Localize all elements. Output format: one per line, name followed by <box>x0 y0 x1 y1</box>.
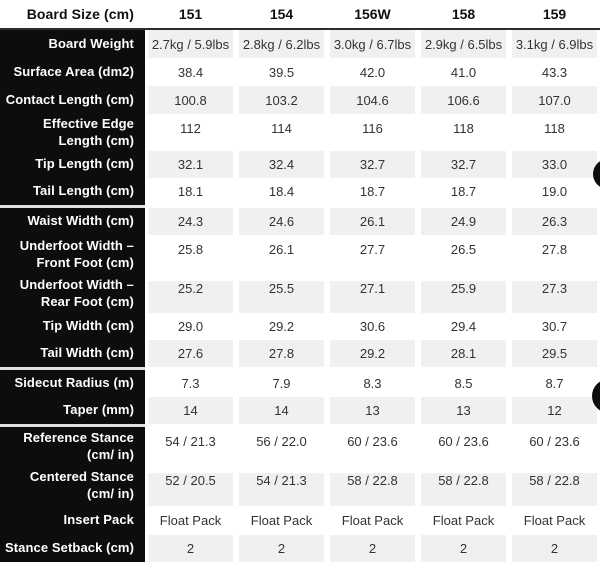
spec-row-tip-length-cm <box>0 151 600 178</box>
value-cell: 104.6 <box>327 86 418 114</box>
value-cell: 12 <box>509 397 600 424</box>
value-cell: 43.3 <box>541 64 568 80</box>
value-cell: 27.6 <box>145 340 236 367</box>
value-cell: 54 / 21.3 <box>236 466 327 506</box>
value-cell: 29.4 <box>450 319 477 334</box>
value-cell: 30.6 <box>359 319 386 334</box>
spec-row-label: Tip Width (cm) <box>0 313 145 340</box>
value-cell: 27.8 <box>541 242 568 257</box>
value-cell: 29.5 <box>509 340 600 367</box>
spec-row-label: Waist Width (cm) <box>0 208 145 235</box>
spec-row-centered-stance-cm-in <box>0 466 600 506</box>
value-cell: 29.0 <box>177 319 204 334</box>
value-cell: 3.0kg / 6.7lbs <box>327 30 418 58</box>
value-cell: 13 <box>418 397 509 424</box>
value-cell: Float Pack <box>159 513 222 528</box>
value-cell: Float Pack <box>250 513 313 528</box>
value-cell: 29.2 <box>268 319 295 334</box>
spec-row-label: Tail Width (cm) <box>0 340 145 367</box>
value-cell: 7.9 <box>272 376 291 391</box>
value-cell: 58 / 22.8 <box>327 466 418 506</box>
spec-row-label: Insert Pack <box>0 506 145 535</box>
value-cell: 32.7 <box>327 151 418 178</box>
value-cell: 60 / 23.6 <box>438 434 489 449</box>
value-cell: 114 <box>271 121 292 136</box>
value-cell: 58 / 22.8 <box>418 466 509 506</box>
value-cell: 118 <box>544 121 565 136</box>
spec-row-contact-length-cm <box>0 86 600 114</box>
spec-row-label: Tail Length (cm) <box>0 178 145 205</box>
value-cell: 100.8 <box>145 86 236 114</box>
value-cell: 27.3 <box>509 274 600 313</box>
spec-row-sidecut-radius-m <box>0 370 600 397</box>
spec-row-label: Tip Length (cm) <box>0 151 145 178</box>
value-cell: 2.8kg / 6.2lbs <box>236 30 327 58</box>
size-column-header-158: 158 <box>451 6 476 22</box>
value-cell: 19.0 <box>541 184 568 199</box>
value-cell: 103.2 <box>236 86 327 114</box>
value-cell: 27.7 <box>359 242 386 257</box>
value-cell: 107.0 <box>509 86 600 114</box>
value-cell: 52 / 20.5 <box>145 466 236 506</box>
value-cell: 18.7 <box>450 184 477 199</box>
value-cell: 56 / 22.0 <box>256 434 307 449</box>
spec-row-label: Sidecut Radius (m) <box>0 370 145 397</box>
spec-row-label: Underfoot Width – Rear Foot (cm) <box>0 274 145 313</box>
value-cell: Float Pack <box>432 513 495 528</box>
value-cell: 2 <box>509 535 600 562</box>
size-column-header-159: 159 <box>542 6 567 22</box>
spec-row-tip-width-cm <box>0 313 600 340</box>
spec-row-label: Stance Setback (cm) <box>0 535 145 562</box>
board-size-header-label: Board Size (cm) <box>26 6 134 22</box>
spec-row-tail-length-cm <box>0 178 600 205</box>
value-cell: 41.0 <box>450 64 477 80</box>
value-cell: 25.5 <box>236 274 327 313</box>
spec-row-underfoot-width-rear-foot-cm <box>0 274 600 313</box>
value-cell: Float Pack <box>341 513 404 528</box>
spec-row-underfoot-width-front-foot-cm <box>0 235 600 274</box>
value-cell: 26.1 <box>268 242 295 257</box>
value-cell: 27.1 <box>327 274 418 313</box>
spec-row-label: Surface Area (dm2) <box>0 58 145 86</box>
value-cell: 116 <box>362 121 383 136</box>
spec-row-surface-area-dm2 <box>0 58 600 86</box>
value-cell: 27.8 <box>236 340 327 367</box>
value-cell: 106.6 <box>418 86 509 114</box>
value-cell: 2 <box>236 535 327 562</box>
value-cell: 2 <box>418 535 509 562</box>
spec-row-label: Contact Length (cm) <box>0 86 145 114</box>
spec-row-taper-mm <box>0 397 600 424</box>
spec-row-label: Centered Stance (cm/ in) <box>0 466 145 506</box>
size-column-header-154: 154 <box>269 6 294 22</box>
value-cell: 38.4 <box>177 64 204 80</box>
value-cell: 2 <box>327 535 418 562</box>
value-cell: 8.7 <box>545 376 564 391</box>
value-cell: 39.5 <box>268 64 295 80</box>
spec-row-label: Effective Edge Length (cm) <box>0 114 145 151</box>
value-cell: 32.7 <box>418 151 509 178</box>
value-cell: 25.8 <box>177 242 204 257</box>
size-column-header-156w: 156W <box>354 6 391 22</box>
spec-row-stance-setback-cm <box>0 535 600 562</box>
value-cell: 60 / 23.6 <box>529 434 580 449</box>
spec-row-label: Reference Stance (cm/ in) <box>0 427 145 466</box>
value-cell: 13 <box>327 397 418 424</box>
value-cell: 29.2 <box>327 340 418 367</box>
spec-row-insert-pack <box>0 506 600 535</box>
size-column-header-151: 151 <box>178 6 203 22</box>
value-cell: 24.6 <box>236 208 327 235</box>
value-cell: 118 <box>453 121 474 136</box>
value-cell: 14 <box>145 397 236 424</box>
value-cell: 8.3 <box>363 376 382 391</box>
value-cell: 26.3 <box>509 208 600 235</box>
value-cell: 18.4 <box>268 184 295 199</box>
value-cell: 7.3 <box>181 376 200 391</box>
value-cell: 18.7 <box>359 184 386 199</box>
spec-row-reference-stance-cm-in <box>0 427 600 466</box>
table-body <box>0 30 600 562</box>
value-cell: 8.5 <box>454 376 473 391</box>
value-cell: 42.0 <box>359 64 386 80</box>
value-cell: 32.1 <box>145 151 236 178</box>
spec-row-waist-width-cm <box>0 208 600 235</box>
spec-row-tail-width-cm <box>0 340 600 367</box>
spec-row-label: Board Weight <box>0 30 145 58</box>
value-cell: 2 <box>145 535 236 562</box>
value-cell: 30.7 <box>541 319 568 334</box>
spec-row-label: Underfoot Width – Front Foot (cm) <box>0 235 145 274</box>
table-header-row <box>0 0 600 30</box>
spec-row-effective-edge-length-cm <box>0 114 600 151</box>
spec-row-board-weight <box>0 30 600 58</box>
value-cell: 58 / 22.8 <box>509 466 600 506</box>
value-cell: 2.7kg / 5.9lbs <box>145 30 236 58</box>
value-cell: 26.1 <box>327 208 418 235</box>
value-cell: 33.0 <box>509 151 600 178</box>
value-cell: 25.2 <box>145 274 236 313</box>
spec-row-label: Taper (mm) <box>0 397 145 424</box>
value-cell: 32.4 <box>236 151 327 178</box>
value-cell: 28.1 <box>418 340 509 367</box>
value-cell: Float Pack <box>523 513 586 528</box>
value-cell: 24.3 <box>145 208 236 235</box>
value-cell: 18.1 <box>177 184 204 199</box>
value-cell: 14 <box>236 397 327 424</box>
value-cell: 3.1kg / 6.9lbs <box>509 30 600 58</box>
value-cell: 2.9kg / 6.5lbs <box>418 30 509 58</box>
value-cell: 112 <box>180 121 201 136</box>
value-cell: 60 / 23.6 <box>347 434 398 449</box>
value-cell: 26.5 <box>450 242 477 257</box>
value-cell: 24.9 <box>418 208 509 235</box>
value-cell: 25.9 <box>418 274 509 313</box>
value-cell: 54 / 21.3 <box>165 434 216 449</box>
